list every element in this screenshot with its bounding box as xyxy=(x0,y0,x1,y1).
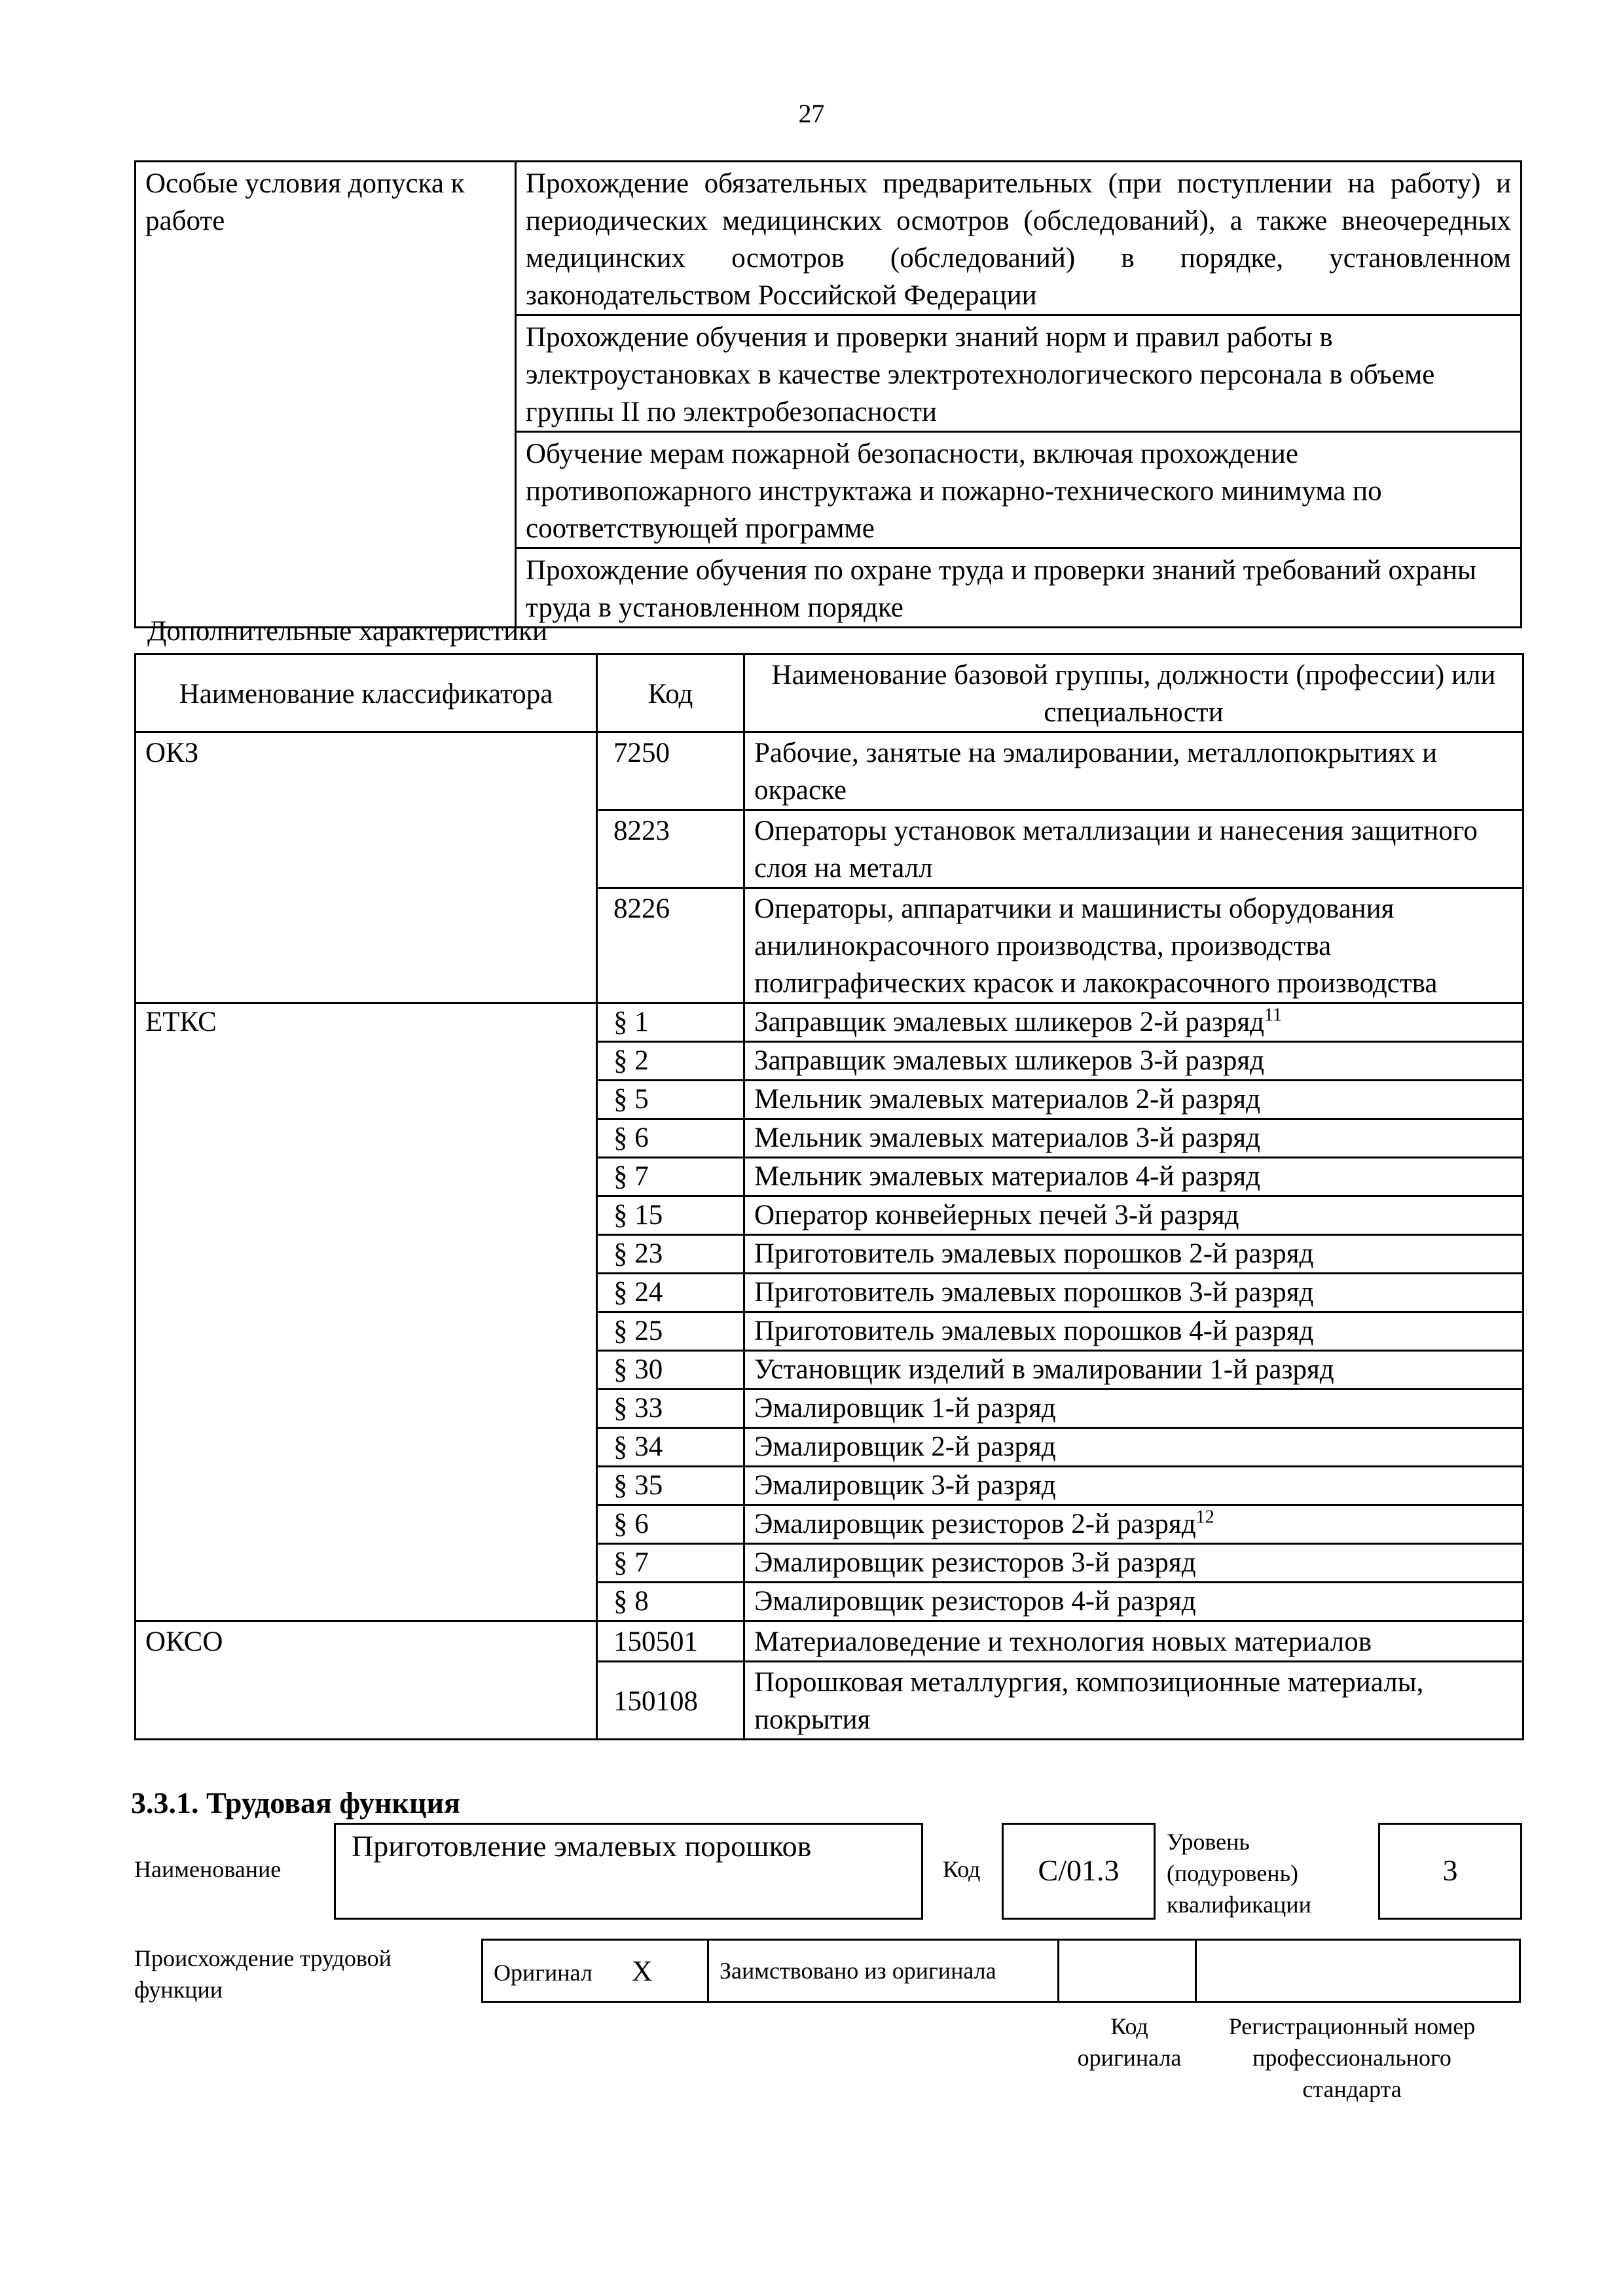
requirement-item: Прохождение обязательных предварительных (при поступлении на работу) и периодических медицинских осмотров (обследований), а также внеочередных медицинских осмотров (обследований) в порядке, установленном законодательством Российской Федерации xyxy=(516,162,1522,315)
original-code-cell xyxy=(1059,1940,1196,2002)
reg-number-cell xyxy=(1196,1940,1520,2002)
etks-code: § 7 xyxy=(597,1158,744,1196)
okz-title: Операторы установок металлизации и нанесения защитного слоя на металл xyxy=(744,810,1523,888)
okso-title: Порошковая металлургия, композиционные материалы, покрытия xyxy=(744,1662,1523,1740)
etks-title: Приготовитель эмалевых порошков 4-й разряд xyxy=(744,1312,1523,1351)
footnote-mark: 11 xyxy=(1264,1005,1282,1026)
qualification-level-field: 3 xyxy=(1378,1823,1522,1920)
footnote-mark: 12 xyxy=(1195,1507,1214,1528)
function-code-field: С/01.3 xyxy=(1002,1823,1156,1920)
additional-characteristics-title: Дополнительные характеристики xyxy=(147,616,548,647)
code-label: Код xyxy=(943,1856,981,1882)
etks-code: § 35 xyxy=(597,1467,744,1505)
admission-conditions-table xyxy=(134,160,1522,628)
table-row xyxy=(136,1003,1523,1042)
etks-title: Приготовитель эмалевых порошков 3-й разряд xyxy=(744,1274,1523,1312)
etks-code: § 7 xyxy=(597,1544,744,1583)
classifier-etks: ЕТКС xyxy=(136,1003,597,1621)
etks-title: Приготовитель эмалевых порошков 2-й разряд xyxy=(744,1235,1523,1274)
etks-title: Заправщик эмалевых шликеров 3-й разряд xyxy=(744,1042,1523,1081)
etks-code: § 23 xyxy=(597,1235,744,1274)
etks-code: § 6 xyxy=(597,1119,744,1158)
etks-title: Установщик изделий в эмалировании 1-й разряд xyxy=(744,1351,1523,1390)
original-code-caption: Код оригинала xyxy=(1077,2013,1182,2071)
etks-code: § 33 xyxy=(597,1390,744,1428)
admission-conditions-label: Особые условия допуска к работе xyxy=(136,162,516,628)
etks-title: Эмалировщик резисторов 2-й разряд xyxy=(754,1509,1196,1539)
okso-code: 150501 xyxy=(597,1621,744,1662)
qualification-level-label: Уровень (подуровень) квалификации xyxy=(1167,1829,1311,1918)
etks-code: § 6 xyxy=(597,1505,744,1544)
okz-title: Операторы, аппаратчики и машинисты оборудования анилинокрасочного производства, производства полиграфических красок и лакокрасочного производства xyxy=(744,888,1523,1003)
etks-code: § 15 xyxy=(597,1196,744,1235)
etks-title: Оператор конвейерных печей 3-й разряд xyxy=(744,1196,1523,1235)
table-row xyxy=(136,1621,1523,1662)
header-classifier-name: Наименование классификатора xyxy=(136,655,597,732)
etks-code: § 25 xyxy=(597,1312,744,1351)
etks-title: Мельник эмалевых материалов 2-й разряд xyxy=(744,1081,1523,1119)
reg-number-caption: Регистрационный номер профессионального стандарта xyxy=(1228,2013,1476,2102)
function-name-field: Приготовление эмалевых порошков xyxy=(334,1823,923,1920)
origin-table xyxy=(481,1939,1521,2003)
etks-code: § 1 xyxy=(597,1003,744,1042)
requirement-item: Обучение мерам пожарной безопасности, включая прохождение противопожарного инструктажа и пожарно-технического минимума по соответствующей программе xyxy=(516,432,1522,548)
name-label: Наименование xyxy=(134,1856,282,1882)
classifier-okz: ОКЗ xyxy=(136,732,597,1003)
okz-code: 8226 xyxy=(597,888,744,1003)
etks-title: Мельник эмалевых материалов 4-й разряд xyxy=(744,1158,1523,1196)
etks-title-cell xyxy=(744,1003,1523,1042)
page-number: 27 xyxy=(798,99,825,128)
borrowed-label: Заимствовано из оригинала xyxy=(708,1940,1059,2002)
requirement-item: Прохождение обучения и проверки знаний норм и правил работы в электроустановках в качестве электротехнологического персонала в объеме группы II по электробезопасности xyxy=(516,315,1522,432)
classifier-okso: ОКСО xyxy=(136,1621,597,1740)
okz-title: Рабочие, занятые на эмалировании, металлопокрытиях и окраске xyxy=(744,732,1523,810)
etks-code: § 8 xyxy=(597,1583,744,1621)
table-row xyxy=(136,732,1523,810)
etks-code: § 34 xyxy=(597,1428,744,1467)
etks-title: Эмалировщик резисторов 4-й разряд xyxy=(744,1583,1523,1621)
header-code: Код xyxy=(597,655,744,732)
header-group-name: Наименование базовой группы, должности (профессии) или специальности xyxy=(744,655,1523,732)
okso-code: 150108 xyxy=(597,1662,744,1740)
etks-code: § 24 xyxy=(597,1274,744,1312)
original-mark: X xyxy=(631,1954,653,1987)
labor-function-title: 3.3.1. Трудовая функция xyxy=(131,1786,460,1820)
etks-title: Заправщик эмалевых шликеров 2-й разряд xyxy=(754,1007,1265,1037)
requirement-item: Прохождение обучения по охране труда и проверки знаний требований охраны труда в установленном порядке xyxy=(516,548,1522,628)
okz-code: 7250 xyxy=(597,732,744,810)
okz-code: 8223 xyxy=(597,810,744,888)
etks-title: Мельник эмалевых материалов 3-й разряд xyxy=(744,1119,1523,1158)
original-label: Оригинал xyxy=(494,1959,593,1986)
okso-title: Материаловедение и технология новых материалов xyxy=(744,1621,1523,1662)
etks-title-cell xyxy=(744,1505,1523,1544)
original-cell xyxy=(483,1940,708,2002)
etks-title: Эмалировщик резисторов 3-й разряд xyxy=(744,1544,1523,1583)
etks-title: Эмалировщик 1-й разряд xyxy=(744,1390,1523,1428)
etks-title: Эмалировщик 3-й разряд xyxy=(744,1467,1523,1505)
etks-title: Эмалировщик 2-й разряд xyxy=(744,1428,1523,1467)
etks-code: § 2 xyxy=(597,1042,744,1081)
classifiers-table xyxy=(134,653,1524,1740)
etks-code: § 5 xyxy=(597,1081,744,1119)
etks-code: § 30 xyxy=(597,1351,744,1390)
origin-label: Происхождение трудовой функции xyxy=(134,1945,392,2003)
